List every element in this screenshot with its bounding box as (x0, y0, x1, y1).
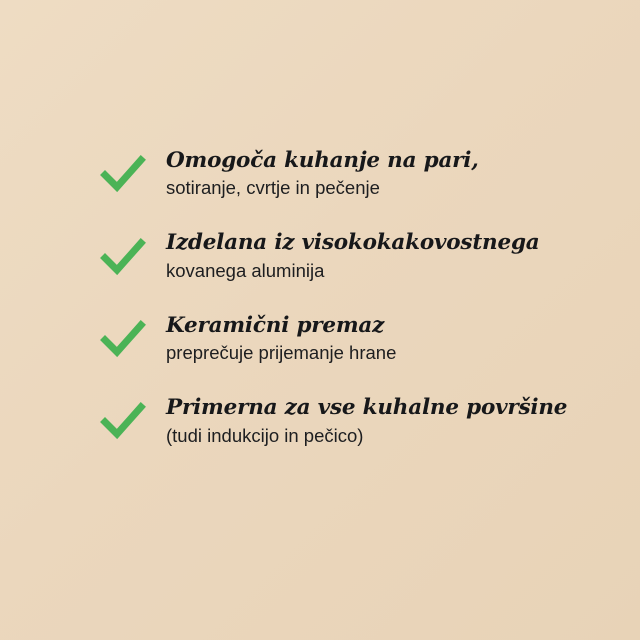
list-item (100, 395, 600, 447)
feature-title: Omogoča kuhanje na pari, (166, 148, 479, 173)
feature-text (166, 313, 396, 365)
feature-title: Primerna za vse kuhalne površine (166, 395, 568, 421)
feature-subtitle: kovanega aluminija (166, 259, 325, 281)
feature-title: Izdelana iz visokokakovostnega (166, 230, 540, 256)
check-icon (100, 316, 146, 362)
feature-title: Keramični premaz (166, 312, 385, 338)
list-item (100, 230, 600, 282)
feature-subtitle: preprečuje prijemanje hrane (166, 342, 397, 364)
list-item (100, 313, 600, 365)
check-icon (100, 398, 146, 444)
feature-text (166, 230, 540, 282)
feature-text (166, 148, 479, 200)
check-icon (100, 234, 146, 280)
feature-subtitle: (tudi indukcijo in pečico) (166, 424, 364, 446)
feature-subtitle: sotiranje, cvrtje in pečenje (166, 177, 380, 199)
list-item (100, 148, 600, 200)
feature-list (100, 148, 600, 448)
check-icon (100, 151, 146, 197)
feature-text (166, 395, 567, 447)
